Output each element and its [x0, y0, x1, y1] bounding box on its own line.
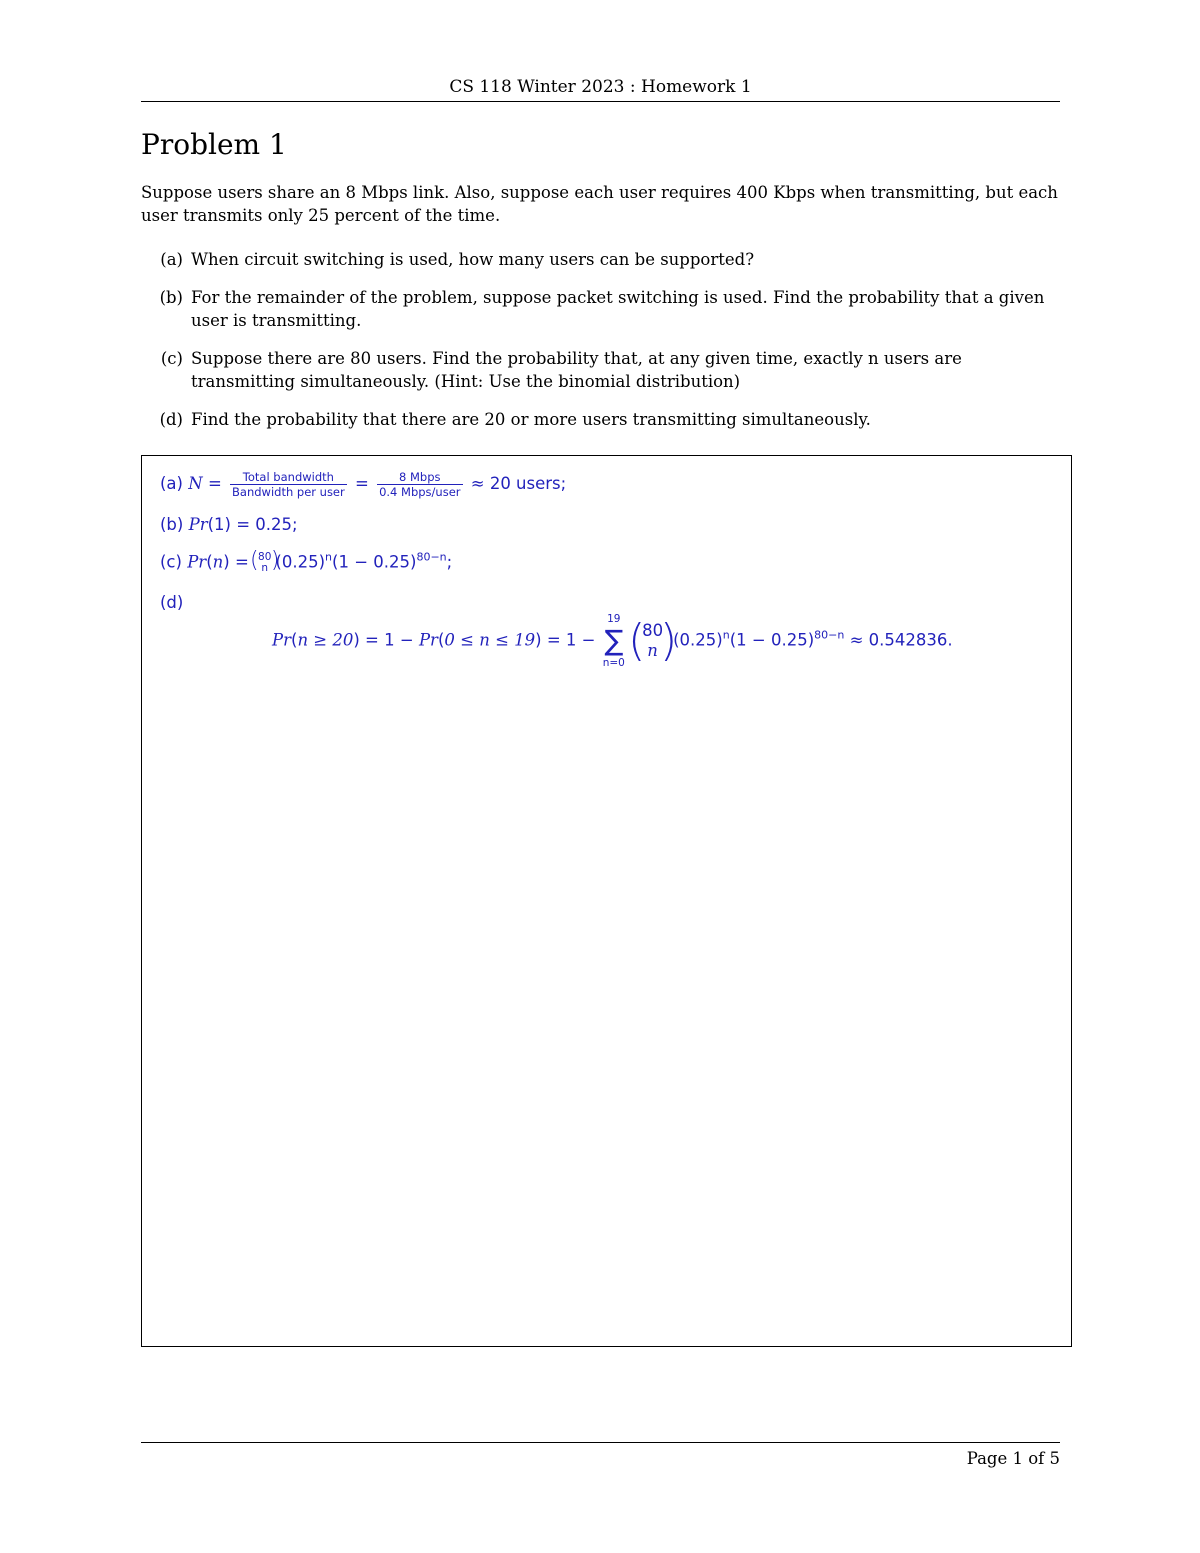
equals-sign: =	[207, 474, 222, 493]
fraction	[230, 470, 347, 499]
terminator: ;	[446, 552, 453, 572]
part-label: (d)	[159, 410, 183, 429]
footer-rule	[141, 1442, 1060, 1443]
condition: 0 ≤ n ≤ 19	[444, 630, 536, 650]
problem-statement: Suppose users share an 8 Mbps link. Also, suppose each user requires 400 Kbps when transmitting, but each user transmits only 25 percent of the time.	[141, 183, 1058, 225]
equation-middle: ) = 1 −	[353, 630, 419, 650]
summation	[603, 612, 625, 670]
problem-part-c	[141, 347, 1061, 393]
math-function: Pr	[418, 630, 438, 650]
answer-b	[160, 515, 298, 534]
binomial-bottom: n	[261, 562, 269, 574]
power-base: (0.25)	[673, 630, 723, 650]
fraction-numerator: Total bandwidth	[230, 470, 347, 485]
part-text: Find the probability that there are 20 or more users transmitting simultaneously.	[191, 410, 871, 429]
answer-c: (c) Pr(n) = ( 80 n ) $(0.25)^n(1 - 0.25)^{80-n}$;	[160, 552, 452, 574]
problem-parts	[141, 248, 1061, 446]
equation-middle: ) = 1 −	[535, 630, 596, 650]
problem-part-a	[141, 248, 1061, 271]
math-function: Pr	[188, 515, 208, 534]
part-label: (c)	[160, 349, 183, 368]
math-variable: N	[188, 474, 203, 493]
page-header: CS 118 Winter 2023 : Homework 1	[449, 77, 752, 97]
answer-result: ≈ 20 users;	[470, 474, 567, 493]
paren: (	[437, 630, 445, 650]
binomial-top: ( 80	[642, 621, 664, 640]
sum-lower-limit: n=0	[602, 657, 625, 669]
answer-expression: (1) = 0.25;	[207, 515, 298, 534]
part-text: Suppose there are 80 users. Find the probability that, at any given time, exactly n users are transmitting simultaneously. (Hint: Use the binomial distribution)	[191, 349, 962, 391]
sum-upper-limit: 19	[607, 613, 621, 625]
answer-label: (c)	[160, 552, 182, 572]
answer-result: ≈ 0.542836.	[849, 630, 953, 650]
answer-d-equation	[272, 612, 953, 670]
math-function: Pr	[272, 630, 291, 650]
sigma-symbol: ∑	[604, 624, 624, 657]
exponent: 80−n	[416, 550, 447, 564]
answer-box	[141, 455, 1072, 1347]
answer-label: (a)	[160, 474, 183, 493]
exponent: n	[722, 628, 730, 642]
header-rule	[141, 101, 1060, 102]
power-base: (1 − 0.25)	[332, 552, 417, 572]
condition: n ≥ 20	[297, 630, 354, 650]
exponent: n	[325, 550, 333, 564]
page-number: Page 1 of 5	[966, 1449, 1060, 1468]
math-variable: n	[212, 552, 224, 572]
power-base: (0.25)	[275, 552, 326, 572]
paren: (	[291, 630, 298, 650]
fraction-numerator: 8 Mbps	[377, 470, 462, 485]
answer-label: (b)	[160, 515, 184, 534]
part-text: For the remainder of the problem, suppose packet switching is used. Find the probability that a given user is transmitting.	[191, 288, 1045, 330]
answer-d-label: (d)	[160, 593, 184, 612]
binomial-coefficient	[254, 552, 275, 574]
problem-part-d	[141, 408, 1061, 431]
problem-part-b	[141, 286, 1061, 332]
binomial-coefficient	[634, 621, 671, 661]
math-function: Pr	[187, 552, 207, 572]
fraction	[377, 470, 462, 499]
fraction-denominator: 0.4 Mbps/user	[379, 485, 461, 499]
problem-title: Problem 1	[141, 128, 287, 161]
power-base: (1 − 0.25)	[729, 630, 815, 650]
part-label: (b)	[159, 288, 183, 307]
part-label: (a)	[160, 250, 183, 269]
part-text: When circuit switching is used, how many users can be supported?	[191, 250, 755, 269]
equals-sign: =	[355, 474, 369, 493]
answer-a	[160, 470, 566, 499]
fraction-denominator: Bandwidth per user	[232, 485, 345, 499]
binomial-top: ( 80	[258, 551, 272, 563]
binomial-bottom: n	[647, 641, 658, 660]
exponent: 80−n	[814, 628, 845, 642]
